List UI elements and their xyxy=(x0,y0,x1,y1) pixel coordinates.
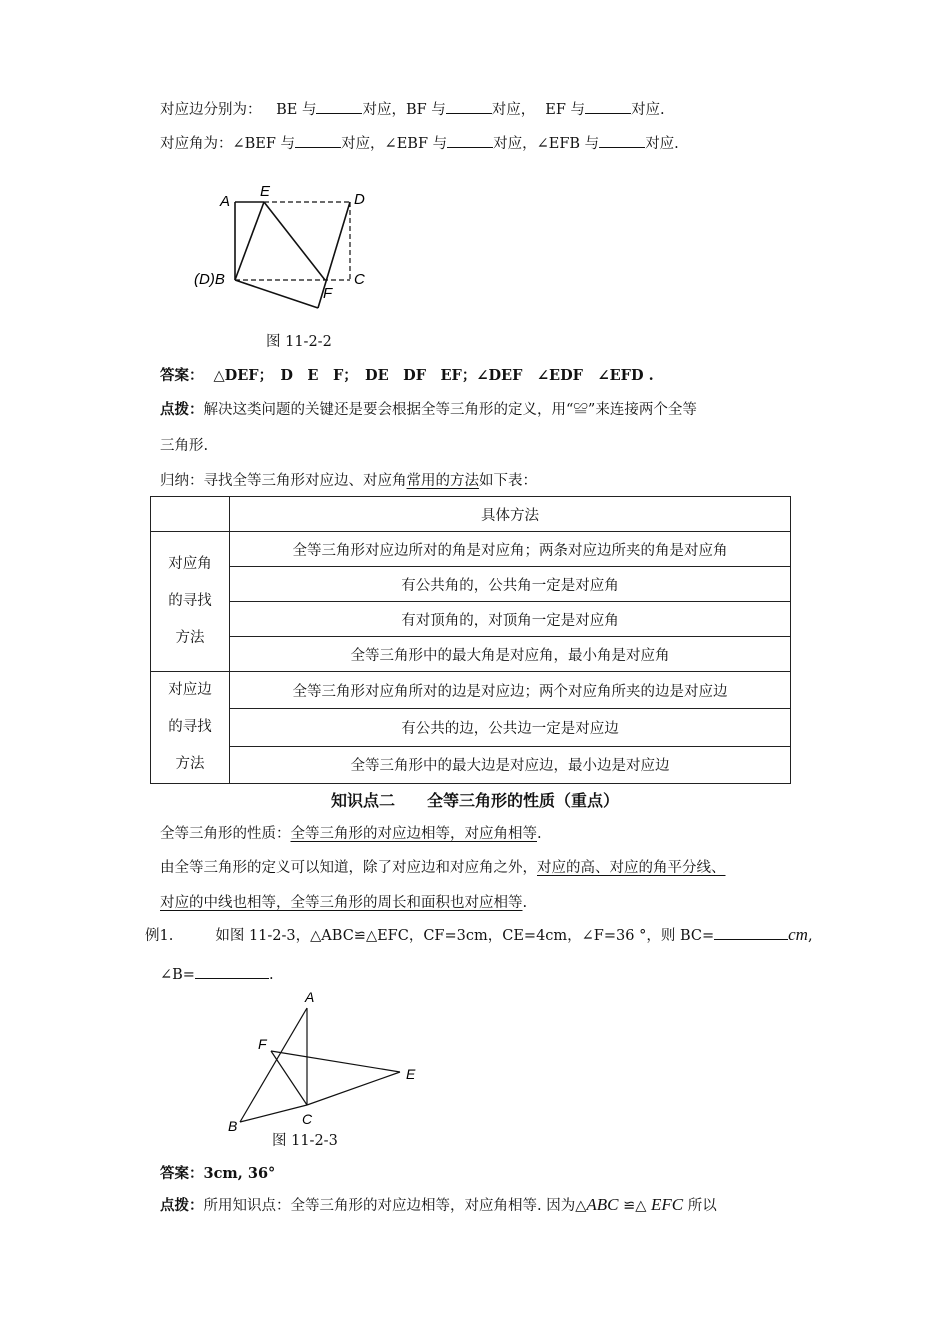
label-c: C xyxy=(354,271,365,288)
label-e: E xyxy=(406,1066,416,1082)
sides-prefix: 对应边分别为： xyxy=(160,102,262,118)
definition-underlined: 对应的高、对应的角平分线、 xyxy=(537,860,726,876)
figure-11-2-2 xyxy=(190,180,390,320)
unit-text: cm xyxy=(788,925,808,944)
side-be xyxy=(235,202,264,280)
angle-head-line: 方法 xyxy=(175,630,205,646)
property-line xyxy=(160,822,542,843)
section-title: 知识点二 全等三角形的性质（重点） xyxy=(330,791,619,810)
summary-underlined: 常用的方法 xyxy=(406,473,479,489)
label-d: D xyxy=(354,191,365,208)
definition-prefix: 由全等三角形的定义可以知道，除了对应边和对应角之外， xyxy=(160,860,537,876)
table-header-row xyxy=(151,497,791,532)
answer-blank[interactable] xyxy=(295,135,341,148)
side-ef xyxy=(264,202,325,280)
example-end: . xyxy=(268,967,274,983)
angle-head-line: 的寻找 xyxy=(168,593,212,609)
tip-end: 所以 xyxy=(683,1198,717,1214)
label-b: (D)B xyxy=(194,271,225,288)
tip-line-2 xyxy=(160,1194,717,1215)
side-head-line: 对应边 xyxy=(168,682,212,698)
unit-comma: , xyxy=(807,928,813,944)
answer-line xyxy=(160,364,654,385)
label-f: F xyxy=(323,285,333,302)
side-bf xyxy=(235,280,318,308)
table-corner xyxy=(151,497,230,532)
sides-text-2: 对应，BF 与 xyxy=(362,102,446,118)
sides-text-1: BE 与 xyxy=(276,102,317,118)
table-cell: 有公共角的，公共角一定是对应角 xyxy=(230,567,791,602)
property-underlined: 全等三角形的对应边相等，对应角相等 xyxy=(290,826,537,842)
label-a: A xyxy=(220,193,231,210)
answer-line-2 xyxy=(160,1162,275,1183)
table-cell: 全等三角形中的最大边是对应边，最小边是对应边 xyxy=(230,746,791,783)
side-method-head xyxy=(151,672,230,784)
figure-caption-2: 图 11-2-3 xyxy=(272,1133,338,1149)
answer-blank[interactable] xyxy=(714,927,788,940)
answer-label-2: 答案： xyxy=(160,1165,204,1182)
answer-label: 答案： xyxy=(160,367,204,384)
definition-underlined-2: 对应的中线也相等，全等三角形的周长和面积也对应相等 xyxy=(160,895,523,911)
angles-line xyxy=(160,132,679,153)
table-cell: 全等三角形中的最大角是对应角，最小角是对应角 xyxy=(230,637,791,672)
math-efc: EFC xyxy=(651,1195,684,1214)
tip-label-2: 点拨： xyxy=(160,1197,204,1214)
table-row xyxy=(151,746,791,783)
table-header: 具体方法 xyxy=(230,497,791,532)
answer-blank[interactable] xyxy=(195,966,269,979)
figure-11-2-3 xyxy=(220,985,430,1135)
example-text: 如图 11-2-3，△ABC≌△EFC，CF=3cm，CE=4cm，∠F=36 °，则 BC= xyxy=(215,928,715,944)
side-head-line: 方法 xyxy=(175,756,205,772)
tip-label: 点拨： xyxy=(160,401,204,418)
summary-prefix: 归纳：寻找全等三角形对应边、对应角 xyxy=(160,473,407,489)
definition-line-2 xyxy=(160,891,527,912)
label-c: C xyxy=(302,1111,313,1127)
angles-text-1: ∠BEF 与 xyxy=(232,136,296,152)
label-e: E xyxy=(260,183,271,200)
table-row xyxy=(151,709,791,746)
table-cell: 全等三角形对应边所对的角是对应角；两条对应边所夹的角是对应角 xyxy=(230,532,791,567)
table-row xyxy=(151,532,791,567)
table-row xyxy=(151,637,791,672)
definition-suffix: . xyxy=(522,895,528,911)
answer-blank[interactable] xyxy=(585,101,631,114)
property-prefix: 全等三角形的性质： xyxy=(160,826,291,842)
label-b: B xyxy=(228,1118,238,1134)
example-line-2 xyxy=(160,966,274,983)
angles-text-4: 对应. xyxy=(645,136,679,152)
tip-text-continued: 三角形. xyxy=(160,438,209,454)
answer-blank[interactable] xyxy=(446,101,492,114)
side-ab xyxy=(240,1008,307,1122)
table-cell: 全等三角形对应角所对的边是对应边；两个对应角所夹的边是对应边 xyxy=(230,672,791,709)
sides-text-3: 对应， xyxy=(491,102,536,118)
sides-text-5: 对应. xyxy=(631,102,665,118)
property-suffix: . xyxy=(537,826,542,842)
side-fe xyxy=(271,1051,400,1072)
sides-text-4: EF 与 xyxy=(545,102,586,118)
side-bc xyxy=(240,1105,307,1122)
angle-b-label: ∠B= xyxy=(160,967,195,983)
table-row xyxy=(151,567,791,602)
answer-blank[interactable] xyxy=(599,135,645,148)
label-f: F xyxy=(258,1036,267,1052)
angle-head-line: 对应角 xyxy=(168,556,212,572)
angle-method-head xyxy=(151,532,230,672)
summary-line xyxy=(160,469,537,490)
table-cell: 有公共的边，公共边一定是对应边 xyxy=(230,709,791,746)
side-ec xyxy=(307,1072,400,1105)
label-a: A xyxy=(305,989,315,1005)
definition-line xyxy=(160,856,726,877)
figure-caption: 图 11-2-2 xyxy=(266,334,332,350)
angles-text-3: 对应，∠EFB 与 xyxy=(493,136,600,152)
answer-text: △DEF； D E F； DE DF EF；∠DEF ∠EDF ∠EFD . xyxy=(213,367,654,384)
tip-text-2: 所用知识点：全等三角形的对应边相等，对应角相等. 因为△ xyxy=(203,1198,587,1214)
answer-blank[interactable] xyxy=(447,135,493,148)
math-abc: ABC xyxy=(586,1195,619,1214)
table-row xyxy=(151,602,791,637)
answer-blank[interactable] xyxy=(316,101,362,114)
table-cell: 有对顶角的，对顶角一定是对应角 xyxy=(230,602,791,637)
summary-suffix: 如下表： xyxy=(479,473,537,489)
answer-text-2: 3cm, 36° xyxy=(203,1165,276,1182)
example-label: 例1. xyxy=(145,928,174,944)
side-fc xyxy=(271,1051,307,1105)
congruent-symbol: ≌△ xyxy=(618,1198,652,1214)
tip-text: 解决这类问题的关键还是要会根据全等三角形的定义，用“≌”来连接两个全等 xyxy=(203,402,697,418)
angles-prefix: 对应角为： xyxy=(160,136,233,152)
tip-line xyxy=(160,398,697,419)
sides-line xyxy=(160,98,665,119)
methods-table xyxy=(150,496,791,784)
angles-text-2: 对应，∠EBF 与 xyxy=(341,136,448,152)
table-row xyxy=(151,672,791,709)
example-line xyxy=(145,924,813,945)
side-head-line: 的寻找 xyxy=(168,719,212,735)
